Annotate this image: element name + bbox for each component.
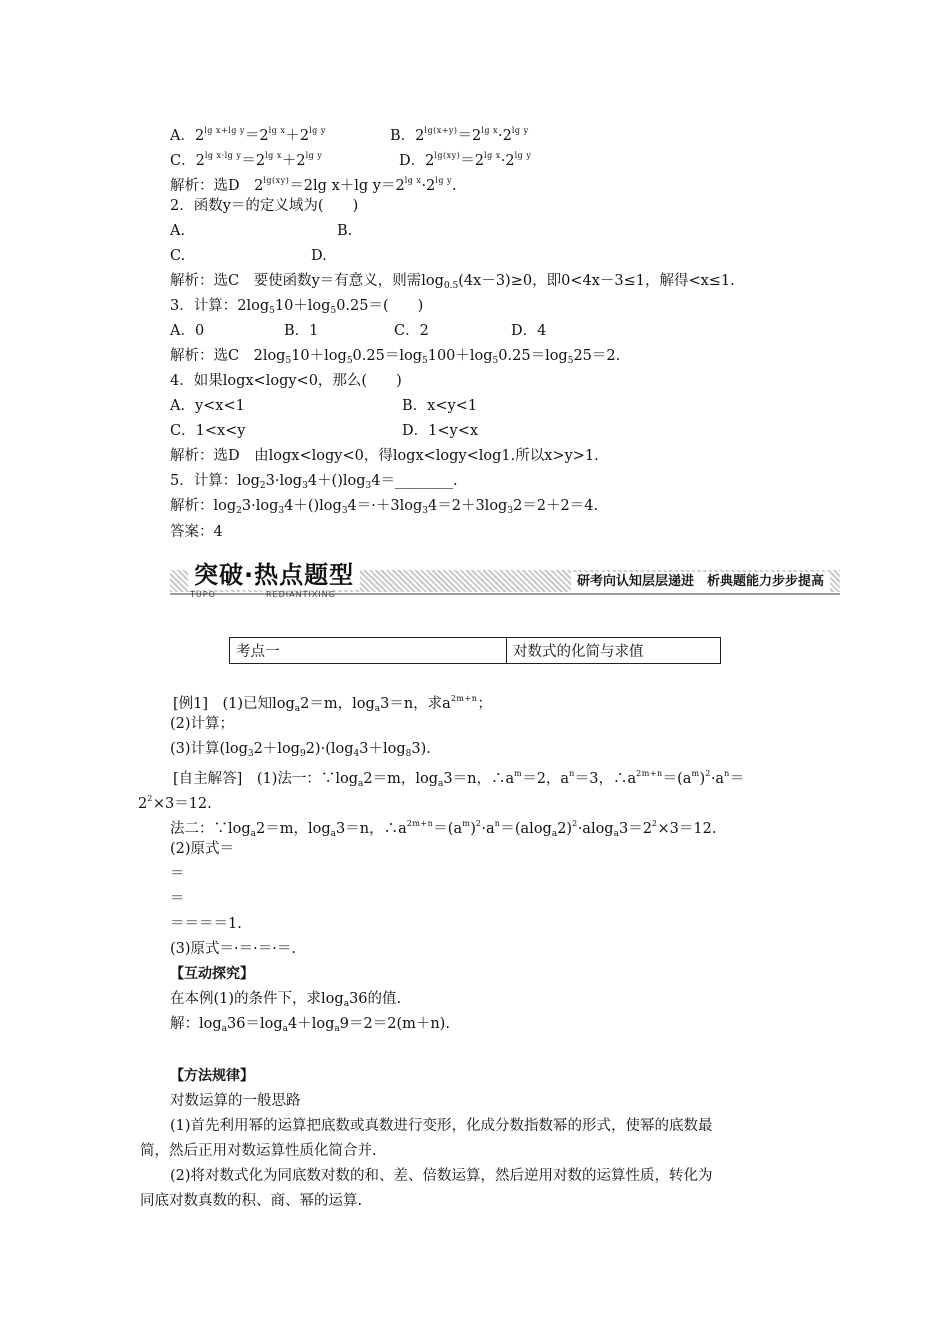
- banner-pinyin-1: TUPO: [190, 590, 216, 599]
- example-line-8: ＝: [170, 866, 185, 882]
- q1-option-c: C．$2^{lg x\cdot lg y}=2^{lg x}+2^{lg y}$: [170, 151, 323, 169]
- banner-slogan: 研考向认知层层递进 析典题能力步步提高: [571, 572, 830, 592]
- example-line-2: (2)计算；: [170, 716, 235, 732]
- q3-stem: 3．计算：$2\log_510+\log_50.25=$( ): [170, 298, 424, 316]
- method-title: 【方法规律】: [170, 1068, 254, 1084]
- q2-option-d: D.: [311, 248, 327, 264]
- example-line-7: (2)原式＝: [170, 841, 235, 857]
- topic-title: 对数式的化简与求值: [507, 638, 721, 664]
- q4-option-d: D．1<y<x: [402, 423, 479, 439]
- q3-option-a: A．0: [170, 323, 205, 339]
- q5-analysis: 解析：$\log_23\cdot\log_34+()\log_34=\cdot+3\log_34=2+3\log_32=2+2=4$.: [170, 498, 599, 516]
- example-line-3: (3)计算$(\log_32+\log_92)\cdot(\log_43+\log_83)$.: [170, 741, 431, 759]
- q2-option-c: C.: [170, 248, 186, 264]
- q4-stem: 4．如果logx<logy<0，那么( ): [170, 373, 402, 389]
- example-line-6: 法二：$\because\log_a2=m$，$\log_a3=n$，$\therefore a^{2m+n}=(a^m)^2\cdot a^n=(alog_a2)^2\cdot alog_a3=2^2\times 3=12$.: [170, 819, 717, 839]
- q3-option-d: D．4: [511, 323, 547, 339]
- banner-pinyin-2: REDIANTIXING: [266, 590, 336, 599]
- section-banner: [170, 560, 840, 602]
- method-line-1: 对数运算的一般思路: [170, 1093, 301, 1109]
- example-line-5: $2^2\times 3=12$.: [138, 794, 212, 812]
- method-line-4: (2)将对数式化为同底数对数的和、差、倍数运算，然后逆用对数的运算性质，转化为: [170, 1168, 713, 1184]
- table-row: [230, 638, 721, 664]
- q5-answer: 答案：4: [170, 524, 223, 540]
- q4-option-c: C．1<x<y: [170, 423, 246, 439]
- example-line-9: ＝: [170, 891, 185, 907]
- example-line-4: [自主解答] (1)法一：$\because\log_a2=m$，$\log_a3=n$，$\therefore a^m=2$，$a^n=3$，$\therefore a^{2m+n}=(a^m)^2\cdot a^n=$: [173, 769, 745, 789]
- interact-title: 【互动探究】: [170, 966, 254, 982]
- q2-option-b: B.: [337, 223, 353, 239]
- q3-option-c: C．2: [394, 323, 429, 339]
- q4-option-b: B．x<y<1: [402, 398, 478, 414]
- example-line-10: ＝＝＝＝1.: [170, 916, 242, 932]
- q2-analysis: 解析：选C 要使函数y＝有意义，则需$\log_{0.5}(4x-3)\ge 0$，即0<4x－3≤1，解得<x≤1.: [170, 273, 735, 291]
- method-line-3: 简，然后正用对数运算性质化简合并.: [140, 1143, 377, 1159]
- method-line-5: 同底对数真数的积、商、幂的运算.: [140, 1193, 363, 1209]
- example-line-11: (3)原式＝·＝·＝·＝.: [170, 941, 296, 957]
- example-line-1: [例1] (1)已知$\log_a2=m$，$\log_a3=n$，求$a^{2m+n}$；: [173, 694, 492, 714]
- q5-stem: 5．计算：$\log_23\cdot\log_34+()\log_34=\_\_\_\_\_\_\_\_$.: [170, 473, 458, 491]
- q2-stem: 2．函数y＝的定义域为( ): [170, 198, 359, 214]
- banner-title: 突破·热点题型: [188, 560, 360, 590]
- topic-table: [229, 637, 721, 664]
- q4-option-a: A．y<x<1: [170, 398, 245, 414]
- q1-analysis: 解析：选D $2^{lg(xy)}=2\lg$ x＋lg $y=2^{lg x}\cdot 2^{lg y}$.: [170, 176, 457, 194]
- q2-option-a: A.: [170, 223, 186, 239]
- topic-label: 考点一: [230, 638, 507, 664]
- q4-analysis: 解析：选D 由logx<logy<0，得logx<logy<log1.所以x>y>1.: [170, 448, 599, 464]
- interact-question: 在本例(1)的条件下，求$\log_a36$的值.: [170, 991, 402, 1009]
- q1-option-b: B．$2^{lg(x+y)}=2^{lg x}\cdot 2^{lg y}$: [390, 126, 529, 144]
- q1-option-a: A．$2^{lg x+lg y}=2^{lg x}+2^{lg y}$: [170, 126, 326, 144]
- method-line-2: (1)首先利用幂的运算把底数或真数进行变形，化成分数指数幂的形式，使幂的底数最: [170, 1118, 713, 1134]
- q3-option-b: B．1: [284, 323, 319, 339]
- interact-solution: 解：$\log_a36=\log_a4+\log_a9=2=2(m+n)$.: [170, 1016, 450, 1034]
- q3-analysis: 解析：选C $2\log_510+\log_50.25=\log_5100+\log_50.25=\log_525=2$.: [170, 348, 621, 366]
- q1-option-d: D．$2^{lg(xy)}=2^{lg x}\cdot 2^{lg y}$: [399, 151, 532, 169]
